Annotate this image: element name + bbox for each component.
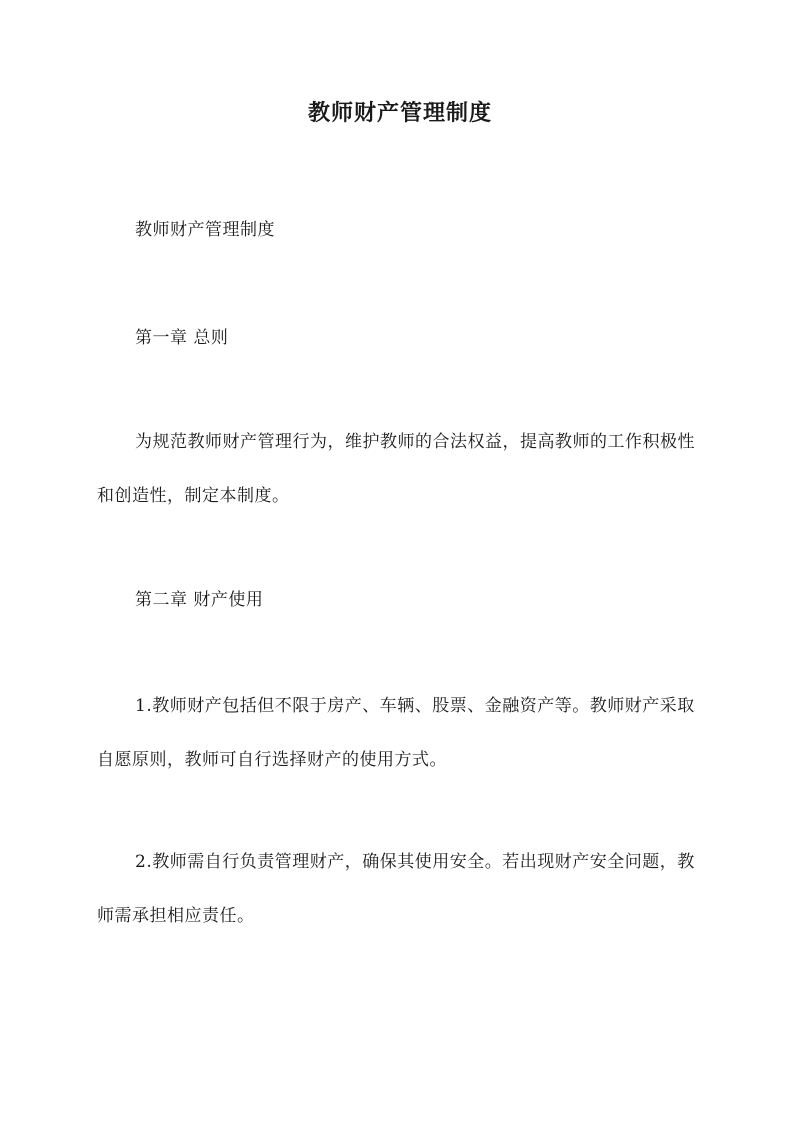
clause-2-paragraph: 2.教师需自行负责管理财产，确保其使用安全。若出现财产安全问题，教师需承担相应责任。 bbox=[97, 852, 695, 926]
document-title: 教师财产管理制度 bbox=[307, 100, 492, 126]
chapter-1-heading: 第一章 总则 bbox=[135, 328, 229, 348]
chapter-1-paragraph: 为规范教师财产管理行为，维护教师的合法权益，提高教师的工作积极性和创造性，制定本制度。 bbox=[97, 432, 695, 506]
chapter-2-heading: 第二章 财产使用 bbox=[135, 590, 264, 610]
clause-1-paragraph: 1.教师财产包括但不限于房产、车辆、股票、金融资产等。教师财产采取自愿原则，教师可自行选择财产的使用方式。 bbox=[97, 696, 695, 770]
subtitle-paragraph: 教师财产管理制度 bbox=[135, 220, 275, 240]
